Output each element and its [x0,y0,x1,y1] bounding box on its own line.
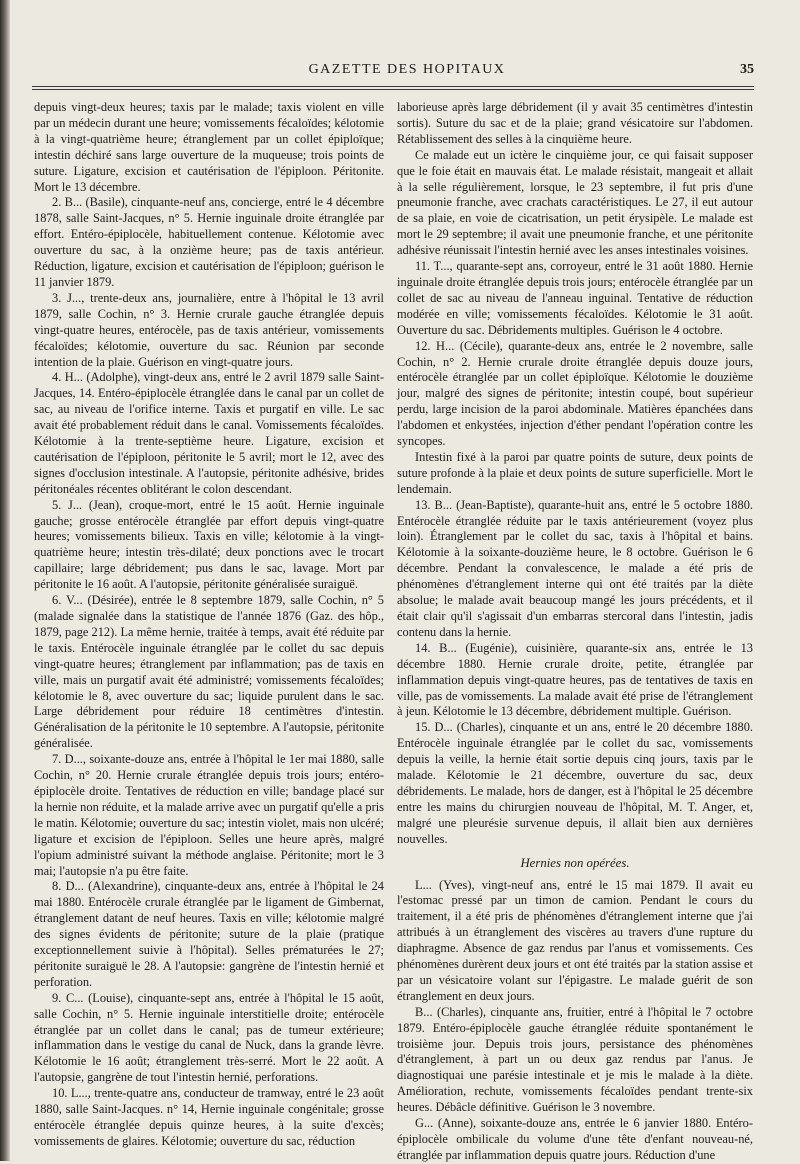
binding-edge [0,0,10,1161]
page-header [60,60,754,82]
paragraph: Intestin fixé à la paroi par quatre points de suture, deux points de suture profonde à la plaie et deux points de suture superficielle. Mort le lendemain. [397,449,753,496]
page-number: 35 [740,62,754,77]
case-entry: 10. L..., trente-quatre ans, conducteur de tramway, entré le 23 août 1880, salle Saint-Jacques. n° 14, Hernie inguinale congénitale; grosse entérocèle étranglée depuis quinze heures, à la suite d'excès; vomissements de glaires. Kélotomie; ouverture du sac, réduction [34,1086,384,1148]
case-entry: L... (Yves), vingt-neuf ans, entré le 15 mai 1879. Il avait eu l'estomac pressé par un timon de camion. Pendant le cours du traitement, il a été pris de phénomènes d'étranglement interne que j'ai attribués à un étranglement des viscères au travers d'une rupture du diaphragme. Absence de gaz rendus par l'anus et vomissements. Ces phénomènes durèrent deux jours et ont été traités par la station assise et par un vésicatoire volant sur l'épigastre. Le malade guérit de son étranglement en deux jours. [397,877,753,1003]
left-column [34,100,384,1150]
paragraph: depuis vingt-deux heures; taxis par le malade; taxis violent en ville par un médecin durant une heure; vomissements fécaloïdes; kélotomie à la vingt-quatrième heure; étranglement par un collet épiploïque; intestin déchiré sans large ouverture de la muqueuse; trois points de suture. Ligature, excision et cautérisation de l'épiploon. Péritonite. Mort le 13 décembre. [34,100,384,194]
case-entry: 14. B... (Eugénie), cuisinière, quarante-six ans, entrée le 13 décembre 1880. Hernie crurale droite, petite, étranglée par inflammation depuis vingt-quatre heures, pas de tentatives de taxis en ville, pas de vomissements. La malade avait été prise de l'étranglement à jeun. Kélotomie le 13 décembre, débridement multiple. Guérison. [397,640,753,719]
case-entry: 8. D... (Alexandrine), cinquante-deux ans, entrée à l'hôpital le 24 mai 1880. Entérocèle crurale étranglée par le ligament de Gimbernat, étranglement datant de neuf heures. Taxis en ville; kélotomie malgré des signes évidents de péritonite; suture de la plaie (pratique exceptionnellement suivie à l'hôpital). Selles prématurées le 27; péritonite suraiguë le 28. A l'autopsie: gangrène de l'intestin hernié et perforation. [34,879,384,989]
case-entry: 7. D..., soixante-douze ans, entrée à l'hôpital le 1er mai 1880, salle Cochin, n° 20. Hernie crurale étranglée depuis trois jours; entéro-épiplocèle droite. Tentatives de réduction en ville; bandage placé sur la hernie non réduite, et la malade arrive avec un purgatif qu'elle a pris le matin. Kélotomie; ouverture du sac; intestin violet, mais non ulcéré; ligature et excision de l'épiploon. Selles une heure après, malgré l'opium administré suivant la méthode anglaise. Péritonite; mort le 3 mai; l'autopsie n'a pu être faite. [34,752,384,878]
case-entry: 4. H... (Adolphe), vingt-deux ans, entré le 2 avril 1879 salle Saint-Jacques, 14. Entéro-épiplocèle étranglée dans le canal par un collet de sac, au niveau de l'orifice interne. Taxis et purgatif en ville. Le sac avait été probablement réduit dans le canal. Vomissements fécaloïdes. Kélotomie à la trente-septième heure. Ligature, excision et cautérisation de l'épiploon, péritonite le 5 avril; mort le 12, avec des signes d'occlusion intestinale. A l'autopsie, péritonite adhésive, brides péritonéales récentes oblitérant le colon descendant. [34,370,384,496]
case-entry: G... (Anne), soixante-douze ans, entrée le 6 janvier 1880. Entéro-épiplocèle ombilicale du volume d'une tête d'enfant nouveau-né, étranglée par inflammation depuis quatre jours. Réduction d'une [397,1116,753,1162]
case-entry: 15. D... (Charles), cinquante et un ans, entré le 20 décembre 1880. Entérocèle inguinale étranglée par le collet du sac, vomissements depuis la veille, la hernie était sortie depuis cinq jours, taxis par le malade. Kélotomie le 21 décembre, ouverture du sac, deux débridements. Le malade, hors de danger, est à l'hôpital le 25 décembre entre les mains du chirurgien nouveau de l'hôpital, M. T. Anger, et, malgré une pleurésie survenue depuis, il allait bien aux dernières nouvelles. [397,720,753,846]
case-entry: 2. B... (Basile), cinquante-neuf ans, concierge, entré le 4 décembre 1878, salle Saint-Jacques, n° 5. Hernie inguinale droite étranglée par effort. Entéro-épiplocèle, habituellement contenue. Kélotomie avec ouverture du sac, à la onzième heure; pas de taxis antérieur. Réduction, ligature, excision et cautérisation de l'épiploon; guérison le 11 janvier 1879. [34,195,384,289]
paragraph: laborieuse après large débridement (il y avait 35 centimètres d'intestin sortis). Suture du sac et de la plaie; grand vésicatoire sur l'abdomen. Rétablissement des selles à la cinquième heure. [397,100,753,146]
header-rule [32,86,754,87]
case-entry: 13. B... (Jean-Baptiste), quarante-huit ans, entré le 5 octobre 1880. Entérocèle étranglée réduite par le taxis antérieurement (voyez plus loin). Étranglement par le collet du sac, taxis à l'hôpital et bains. Kélotomie à la soixante-douzième heure, le 8 octobre. Guérison le 6 décembre. Pendant la convalescence, le malade a été pris de phénomènes d'étranglement interne qui ont été traités par la diète absolue; le malade avait beaucoup mangé les jours précédents, et il était clair qu'il s'agissait d'un embarras stercoral dans l'intestin, jadis contenu dans la hernie. [397,497,753,639]
paragraph: Ce malade eut un ictère le cinquième jour, ce qui faisait supposer que le foie était en mauvais état. Le malade résistait, mangeait et allait à la selle régulièrement, lorsque, le 23 septembre, il fut pris d'une pneumonie franche, avec crachats caractéristiques. Le 27, il eut autour de sa plaie, en voie de cicatrisation, un petit érysipèle. Le malade est mort le 29 septembre; il avait une pneumonie franche, et une péritonite adhésive réunissait l'intestin hernié avec les anses intestinales voisines. [397,147,753,258]
case-entry: B... (Charles), cinquante ans, fruitier, entré à l'hôpital le 7 octobre 1879. Entéro-épiplocèle gauche étranglée réduite spontanément le troisième jour. Depuis trois jours, persistance des phénomènes d'étranglement, à part un ou deux gaz rendus par l'anus. Je diagnostiquai une parésie intestinale et je mis le malade à la diète. Amélioration, rechute, vomissements fécaloïdes pendant trente-six heures. Débâcle définitive. Guérison le 3 novembre. [397,1004,753,1115]
journal-title: GAZETTE DES HOPITAUX [308,62,506,77]
header-rule-2 [32,89,754,90]
right-column [397,100,753,1164]
case-entry: 9. C... (Louise), cinquante-sept ans, entrée à l'hôpital le 15 août, salle Cochin, n° 5. Hernie inguinale interstitielle droite; entérocèle étranglée par un collet dans le canal; pas de tumeur extérieure; inflammation dans le vestige du canal de Nuck, dans la grande lèvre. Kélotomie le 16 août; étranglement très-serré. Mort le 22 août. A l'autopsie, gangrène de tout l'intestin hernié, perforations. [34,990,384,1085]
case-entry: 11. T..., quarante-sept ans, corroyeur, entré le 31 août 1880. Hernie inguinale droite étranglée depuis trois jours; entérocèle étranglée par un collet de sac au niveau de l'anneau inguinal. Tentative de réduction modérée en ville; vomissements fécaloïdes. Kélotomie le 31 août. Ouverture du sac. Débridements multiples. Guérison le 4 octobre. [397,259,753,337]
case-entry: 3. J..., trente-deux ans, journalière, entre à l'hôpital le 13 avril 1879, salle Cochin, n° 3. Hernie crurale gauche étranglée depuis vingt-quatre heures, entérocèle, pas de taxis antérieur, vomissements fécaloïdes; kélotomie, ouverture du sac. Réunion par seconde intention de la plaie. Guérison en vingt-quatre jours. [34,290,384,369]
case-entry: 6. V... (Désirée), entrée le 8 septembre 1879, salle Cochin, n° 5 (malade signalée dans la statistique de l'année 1876 (Gaz. des hôp., 1879, page 212). La même hernie, traitée à temps, avait été réduite par le taxis. Entérocèle inguinale étranglée par le collet du sac depuis vingt-quatre heures; étranglement par inflammation; pas de taxis en ville, mais un purgatif avait été administré; vomissements fécaloïdes; kélotomie le 8, avec ouverture du sac; liquide purulent dans le sac. Large débridement pour réduire 18 centimètres d'intestin. Généralisation de la péritonite le 10 septembre. A l'autopsie, péritonite généralisée. [34,593,384,751]
section-heading: Hernies non opérées. [520,855,630,870]
case-entry: 5. J... (Jean), croque-mort, entré le 15 août. Hernie inguinale gauche; grosse entérocèle étranglée par effort depuis vingt-quatre heures; vomissements bilieux. Taxis en ville; kélotomie à la vingt-quatrième heure; intestin très-dilaté; deux ponctions avec le trocart capillaire; large débridement; pus dans le sac, lavage. Mort par péritonite le 16 août. A l'autopsie, péritonite généralisée suraiguë. [34,497,384,592]
case-entry: 12. H... (Cécile), quarante-deux ans, entrée le 2 novembre, salle Cochin, n° 2. Hernie crurale droite étranglée depuis douze jours, entérocèle étranglée par un collet épiploïque. Kélotomie le douzième jour, malgré des signes de péritonite; intestin coupé, bout supérieur perdu, large incision de la paroi abdominale. Matières épanchées dans l'abdomen et enkystées, injection d'éther pendant l'opération contre les syncopes. [397,338,753,449]
